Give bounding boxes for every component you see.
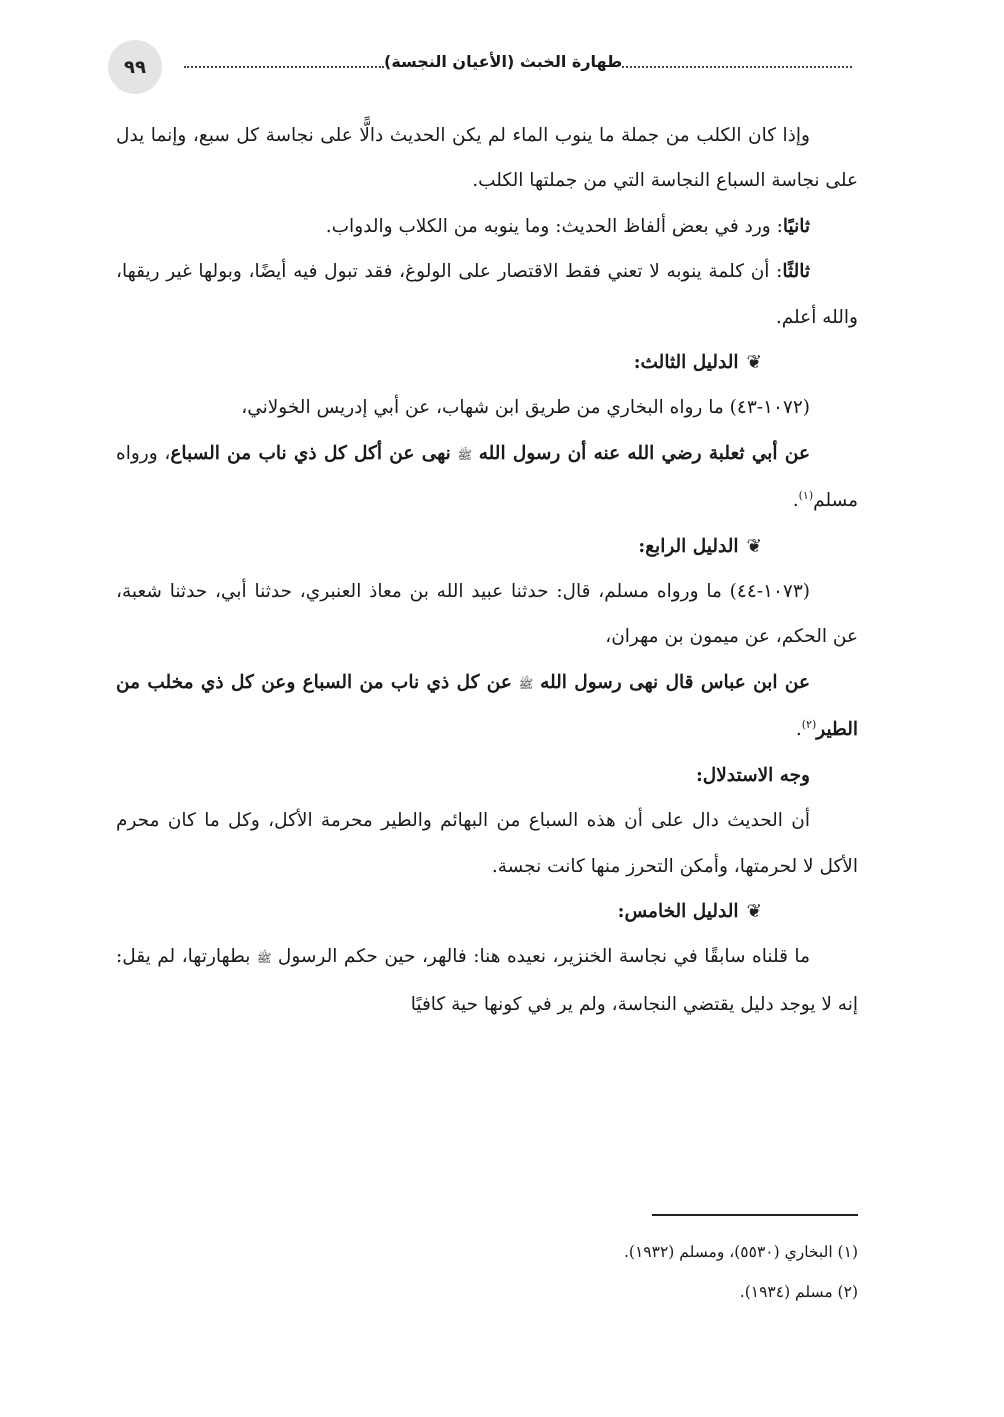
paragraph-5-end: . — [792, 490, 799, 512]
paragraph-9 — [116, 934, 858, 1027]
paragraph-8: أن الحديث دال على أن هذه السباع من البهائم والطير محرمة الأكل، وكل ما كان محرم الأكل لا لحرمتها، وأمكن التحرز منها كانت نجسة. — [116, 810, 858, 877]
hadith-text-c: عن ابن عباس قال نهى رسول الله — [540, 671, 810, 693]
salla-symbol: ﷺ — [518, 676, 534, 691]
footnote-ref-1: (١) — [798, 489, 814, 503]
page-number: ٩٩ — [108, 40, 162, 94]
heading-fifth-evidence-text: الدليل الخامس: — [617, 900, 739, 922]
paragraph-4: (١٠٧٢-٤٣) ما رواه البخاري من طريق ابن شهاب، عن أبي إدريس الخولاني، — [241, 397, 810, 419]
footnote-1: (١) البخاري (٥٥٣٠)، ومسلم (١٩٣٢). — [623, 1243, 858, 1261]
paragraph-9-a: ما قلناه سابقًا في نجاسة الخنزير، نعيده هنا: فالهر، حين حكم الرسول — [277, 946, 810, 968]
paragraph-2 — [116, 204, 858, 249]
heading-third-evidence-text: الدليل الثالث: — [633, 352, 739, 374]
salla-symbol: ﷺ — [256, 951, 272, 966]
salla-symbol: ﷺ — [457, 447, 473, 462]
paragraph-6: (١٠٧٣-٤٤) ما ورواه مسلم، قال: حدثنا عبيد الله بن معاذ العنبري، حدثنا أبي، حدثنا شعبة، عن الحكم، عن ميمون بن مهران، — [116, 581, 858, 648]
header-dotted-rule-left — [622, 56, 852, 68]
footnotes — [116, 1232, 858, 1312]
leaf-ornament-icon: ❦ — [746, 900, 762, 922]
paragraph-3-text: : أن كلمة ينوبه لا تعني فقط الاقتصار على الولوغ، فقد تبول فيه أيضًا، وبولها غير ريقها، والله أعلم. — [116, 261, 858, 328]
footnote-2: (٢) مسلم (١٩٣٤). — [739, 1283, 858, 1301]
paragraph-7-end: . — [795, 719, 802, 741]
heading-fourth-evidence-text: الدليل الرابع: — [638, 535, 739, 557]
paragraph-3 — [116, 249, 858, 340]
leaf-ornament-icon: ❦ — [746, 535, 762, 557]
hadith-text-b: نهى عن أكل كل ذي ناب من السباع — [170, 442, 451, 464]
heading-third-evidence — [116, 340, 858, 385]
footnote-ref-2: (٢) — [801, 718, 817, 732]
paragraph-5-tail: ، ورواه مسلم — [116, 442, 858, 512]
heading-fourth-evidence — [116, 524, 858, 569]
paragraph-1: وإذا كان الكلب من جملة ما ينوب الماء لم يكن الحديث دالًّا على نجاسة كل سبع، وإنما يدل على نجاسة السباع النجاسة التي من جملتها الكلب. — [116, 125, 858, 192]
leaf-ornament-icon: ❦ — [746, 352, 762, 374]
paragraph-3-label: ثالثًا — [782, 261, 810, 283]
heading-fifth-evidence — [116, 889, 858, 934]
heading-inference: وجه الاستدلال: — [695, 764, 810, 786]
paragraph-2-label: ثانيًا — [782, 215, 810, 237]
paragraph-7 — [116, 660, 858, 753]
paragraph-9-b: بطهارتها، لم يقل: إنه لا يوجد دليل يقتضي النجاسة، ولم ير في كونها حية كافيًا — [116, 946, 858, 1015]
footnote-separator — [652, 1214, 858, 1216]
running-header — [180, 52, 856, 71]
running-title: طهارة الخبث (الأعيان النجسة) — [384, 52, 623, 71]
page-body — [116, 113, 858, 1027]
paragraph-2-text: : ورد في بعض ألفاظ الحديث: وما ينوبه من الكلاب والدواب. — [325, 215, 783, 237]
hadith-text-d: عن كل ذي ناب من السباع وعن كل ذي مخلب من الطير — [116, 671, 858, 741]
paragraph-5 — [116, 431, 858, 524]
hadith-text-a: عن أبي ثعلبة رضي الله عنه أن رسول الله — [478, 442, 810, 464]
header-dotted-rule-right — [184, 56, 384, 68]
